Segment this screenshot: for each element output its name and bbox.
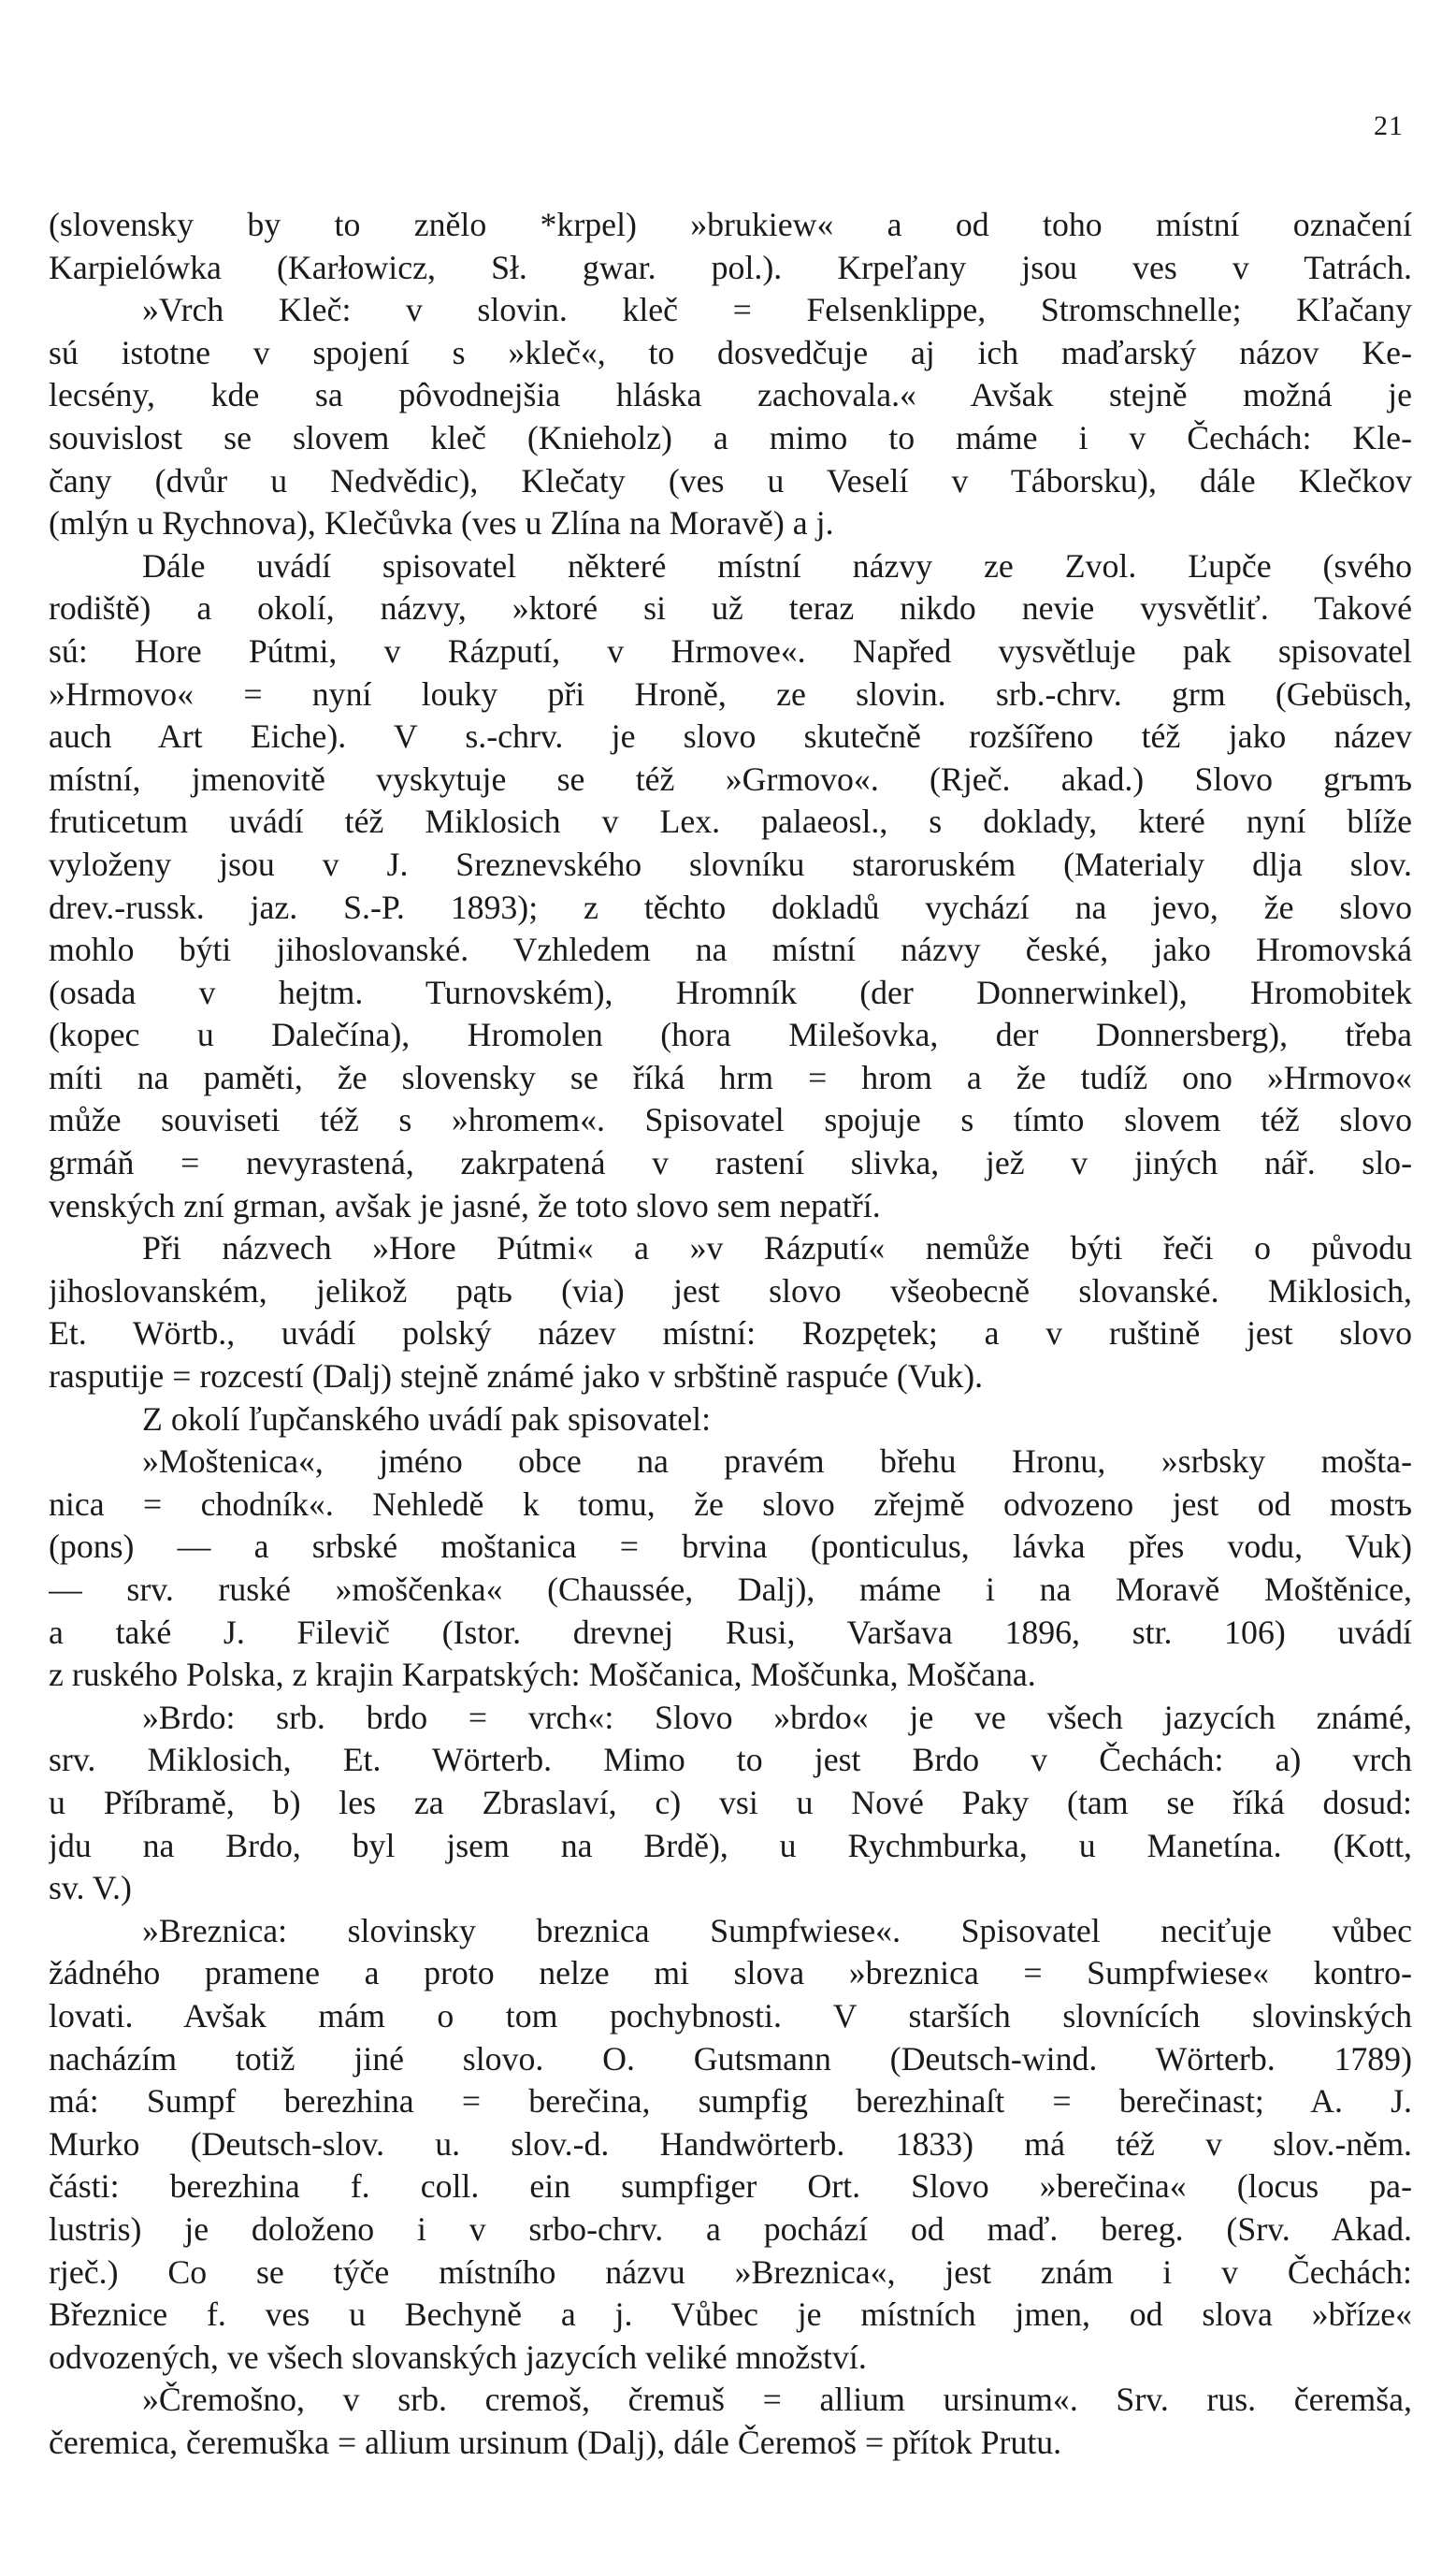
text-line: fruticetum uvádí též Miklosich v Lex. palaeosl., s doklady, které nyní blíže	[49, 803, 1412, 841]
text-line: čany (dvůr u Nedvědic), Klečaty (ves u Veselí v Táborsku), dále Klečkov	[49, 461, 1412, 500]
text-line: »Brdo: srb. brdo = vrch«: Slovo »brdo« je ve všech jazycích známé,	[142, 1698, 1412, 1736]
text-line: lovati. Avšak mám o tom pochybnosti. V starších slovnících slovinských	[49, 1996, 1412, 2034]
text-line: Karpielówka (Karłowicz, Sł. gwar. pol.). Krpeľany jsou ves v Tatrách.	[49, 248, 1412, 286]
text-line: čeremica, čeremuška = allium ursinum (Dalj), dále Čeremoš = přítok Prutu.	[49, 2423, 1062, 2461]
text-line: (slovensky by to znělo *krpel) »brukiew« a od toho místní označení	[49, 206, 1412, 243]
text-line: souvislost se slovem kleč (Knieholz) a mimo to máme i v Čechách: Kle-	[49, 418, 1412, 456]
text-line: (kopec u Dalečína), Hromolen (hora Milešovka, der Donnersberg), třeba	[49, 1016, 1412, 1054]
text-line: nacházím totiž jiné slovo. O. Gutsmann (Deutsch-wind. Wörterb. 1789)	[49, 2039, 1412, 2078]
text-line: má: Sumpf berezhina = berečina, sumpfig berezhinaſt = berečinast; A. J.	[49, 2082, 1412, 2121]
page-number: 21	[1374, 110, 1404, 141]
text-line: »Hrmovo« = nyní louky při Hroně, ze slovin. srb.-chrv. grm (Gebüsch,	[49, 674, 1412, 713]
text-line: jdu na Brdo, byl jsem na Brdě), u Rychmburka, u Manetína. (Kott,	[49, 1826, 1412, 1864]
text-line: »Moštenica«, jméno obce na pravém břehu Hronu, »srbsky mošta-	[142, 1442, 1412, 1481]
text-line: lecsény, kde sa pôvodnejšia hláska zachovala.« Avšak stejně možná je	[49, 376, 1412, 414]
text-line: drev.-russk. jaz. S.-P. 1893); z těchto dokladů vychází na jevo, že slovo	[49, 888, 1412, 926]
text-line: Et. Wörtb., uvádí polský název místní: Rozpętek; a v ruštině jest slovo	[49, 1314, 1412, 1353]
text-line: Při názvech »Hore Pútmi« a »v Rázputí« nemůže býti řeči o původu	[142, 1229, 1412, 1267]
text-line: lustris) je doloženo i v srbo-chrv. a pochází od maď. bereg. (Srv. Akad.	[49, 2209, 1412, 2248]
text-line: sv. V.)	[49, 1869, 132, 1907]
text-line: vyloženy jsou v J. Sreznevského slovníku staroruském (Materialy dlja slov.	[49, 845, 1412, 883]
text-line: míti na paměti, že slovensky se říká hrm = hrom a že tudíž ono »Hrmovo«	[49, 1058, 1412, 1096]
text-line: může souviseti též s »hromem«. Spisovatel spojuje s tímto slovem též slovo	[49, 1101, 1412, 1139]
text-line: rodiště) a okolí, názvy, »ktoré si už teraz nikdo nevie vysvětliť. Takové	[49, 589, 1412, 628]
text-line: grmáň = nevyrastená, zakrpatená v rastení slivka, jež v jiných nář. slo-	[49, 1144, 1412, 1182]
text-line: — srv. ruské »moščenka« (Chaussée, Dalj), máme i na Moravě Moštěnice,	[49, 1571, 1412, 1608]
text-line: (pons) — a srbské moštanica = brvina (ponticulus, lávka přes vodu, Vuk)	[49, 1528, 1412, 1566]
text-line: auch Art Eiche). V s.-chrv. je slovo skutečně rozšířeno též jako název	[49, 717, 1412, 756]
text-line: (osada v hejtm. Turnovském), Hromník (der Donnerwinkel), Hromobitek	[49, 973, 1412, 1011]
text-line: části: berezhina f. coll. ein sumpfiger Ort. Slovo »berečina« (locus pa-	[49, 2167, 1412, 2206]
text-line: a také J. Filevič (Istor. drevnej Rusi, Varšava 1896, str. 106) uvádí	[49, 1613, 1412, 1651]
text-line: Březnice f. ves u Bechyně a j. Vůbec je místních jmen, od slova »bříze«	[49, 2295, 1412, 2334]
text-line: místní, jmenovitě vyskytuje se též »Grmovo«. (Rječ. akad.) Slovo grъmъ	[49, 760, 1412, 798]
text-line: Dále uvádí spisovatel některé místní názvy ze Zvol. Ľupče (svého	[142, 546, 1412, 585]
text-line: »Vrch Kleč: v slovin. kleč = Felsenklippe, Stromschnelle; Kľačany	[142, 291, 1412, 329]
text-line: z ruského Polska, z krajin Karpatských: Moščanica, Moščunka, Moščana.	[49, 1656, 1036, 1694]
text-line: u Příbramě, b) les za Zbraslaví, c) vsi u Nové Paky (tam se říká dosud:	[49, 1783, 1412, 1821]
text-line: venských zní grman, avšak je jasné, že toto slovo sem nepatří.	[49, 1186, 881, 1224]
text-line: »Čremošno, v srb. cremoš, čremuš = allium ursinum«. Srv. rus. čeremša,	[142, 2381, 1412, 2419]
page-body	[49, 204, 1412, 2464]
text-line: mohlo býti jihoslovanské. Vzhledem na místní názvy české, jako Hromovská	[49, 931, 1412, 969]
text-line: Murko (Deutsch-slov. u. slov.-d. Handwörterb. 1833) má též v slov.-něm.	[49, 2124, 1412, 2163]
text-line: Z okolí ľupčanského uvádí pak spisovatel:	[142, 1399, 712, 1438]
text-line: sú: Hore Pútmi, v Rázputí, v Hrmove«. Napřed vysvětluje pak spisovatel	[49, 631, 1412, 670]
text-line: jihoslovanském, jelikož pątь (via) jest slovo všeobecně slovanské. Miklosich,	[49, 1271, 1412, 1310]
text-line: odvozených, ve všech slovanských jazycích veliké množství.	[49, 2338, 867, 2376]
text-line: žádného pramene a proto nelze mi slova »breznica = Sumpfwiese« kontro-	[49, 1954, 1412, 1992]
text-line: rječ.) Co se týče místního názvu »Breznica«, jest znám i v Čechách:	[49, 2252, 1412, 2291]
text-line: »Breznica: slovinsky breznica Sumpfwiese«. Spisovatel neciťuje vůbec	[142, 1911, 1412, 1949]
text-line: nica = chodník«. Nehledě k tomu, že slovo zřejmě odvozeno jest od mostъ	[49, 1484, 1412, 1523]
text-line: (mlýn u Rychnova), Klečůvka (ves u Zlína na Moravě) a j.	[49, 504, 834, 543]
text-line: sú istotne v spojení s »kleč«, to dosvedčuje aj ich maďarský názov Ke-	[49, 333, 1412, 371]
text-line: rasputije = rozcestí (Dalj) stejně známé jako v srbštině raspuće (Vuk).	[49, 1357, 984, 1396]
text-line: srv. Miklosich, Et. Wörterb. Mimo to jest Brdo v Čechách: a) vrch	[49, 1741, 1412, 1779]
